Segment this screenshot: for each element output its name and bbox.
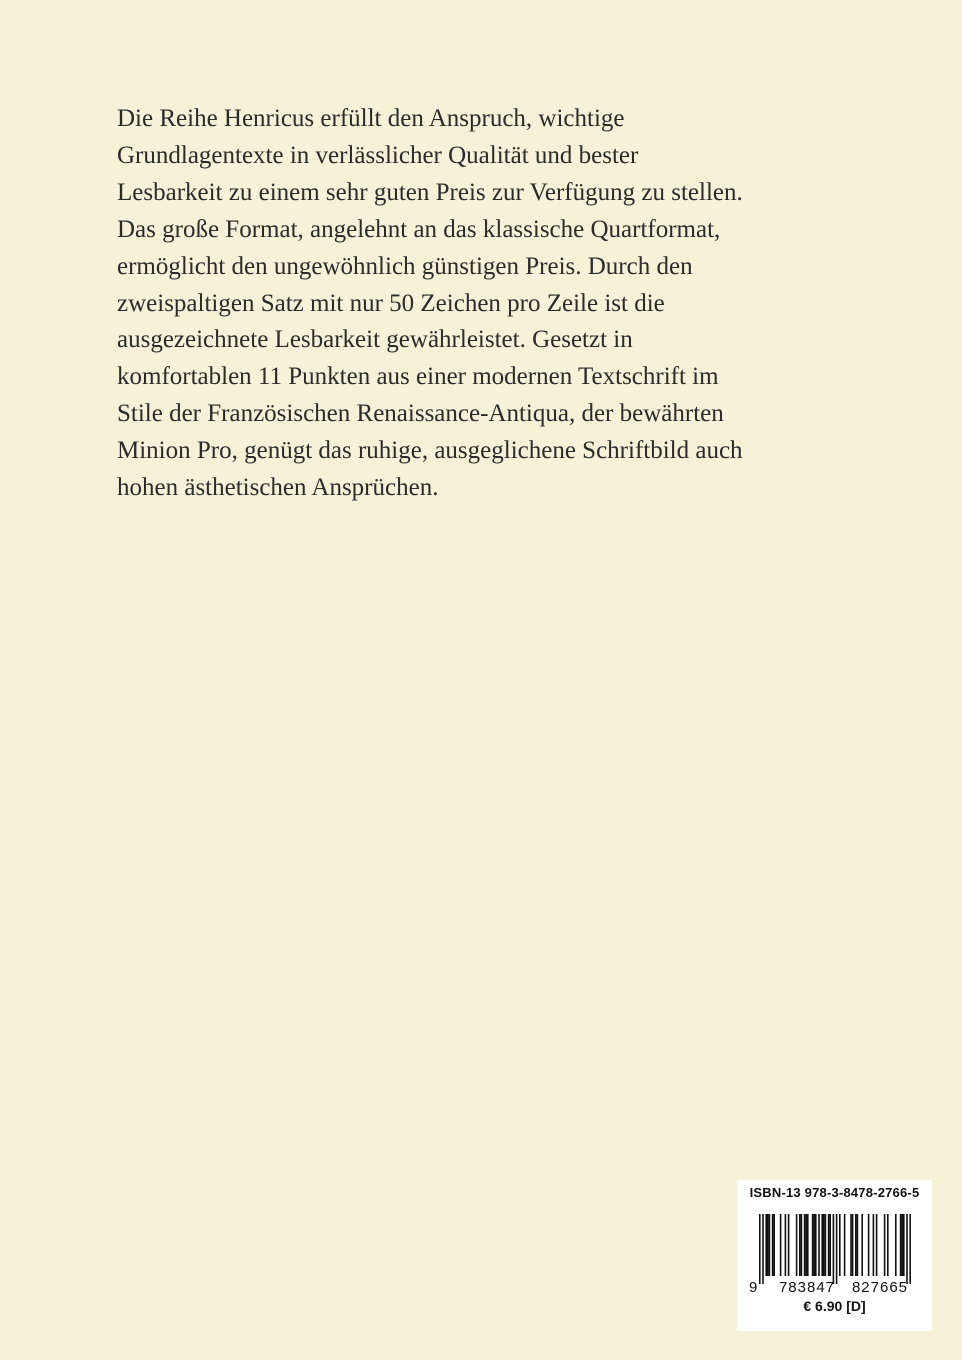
barcode-digits-right: 827665 bbox=[851, 1279, 909, 1296]
barcode-bar bbox=[759, 1214, 761, 1284]
barcode-bar bbox=[833, 1214, 835, 1284]
barcode-bar bbox=[772, 1214, 774, 1276]
barcode-bar bbox=[785, 1214, 787, 1276]
barcode-bar bbox=[884, 1214, 886, 1276]
barcode-bar bbox=[844, 1214, 846, 1276]
blurb-line: Stile der Französischen Renaissance-Antiqua, der bewährten bbox=[117, 400, 724, 428]
blurb-line: ermöglicht den ungewöhnlich günstigen Preis. Durch den bbox=[117, 252, 693, 280]
barcode-bar bbox=[821, 1214, 823, 1276]
barcode-bar bbox=[836, 1214, 838, 1284]
barcode-bar bbox=[901, 1214, 903, 1276]
barcode-bar bbox=[765, 1214, 767, 1276]
blurb-line: Die Reihe Henricus erfüllt den Anspruch, wichtige bbox=[117, 105, 625, 132]
barcode-bar bbox=[903, 1214, 905, 1276]
barcode-digits-left: 783847 bbox=[778, 1279, 836, 1296]
blurb-line: ausgezeichnete Lesbarkeit gewährleistet. Gesetzt in bbox=[117, 326, 633, 354]
barcode-bar bbox=[823, 1214, 825, 1276]
blurb-line: Das große Format, angelehnt an das klassische Quartformat, bbox=[117, 215, 721, 243]
barcode-bar bbox=[828, 1214, 830, 1276]
barcode-bar bbox=[780, 1214, 782, 1276]
blurb-line: Lesbarkeit zu einem sehr guten Preis zur Verfügung zu stellen. bbox=[117, 178, 743, 206]
blurb-line: hohen ästhetischen Ansprüchen. bbox=[117, 474, 439, 502]
barcode-bar bbox=[850, 1214, 852, 1276]
barcode-bar bbox=[799, 1214, 801, 1276]
barcode-bar bbox=[876, 1214, 878, 1276]
barcode-bar bbox=[813, 1214, 815, 1276]
barcode-bar bbox=[796, 1214, 798, 1276]
barcode-icon bbox=[745, 1214, 924, 1296]
barcode-bar bbox=[909, 1214, 911, 1284]
barcode-bar bbox=[852, 1214, 854, 1276]
blurb-line: Minion Pro, genügt das ruhige, ausgeglichene Schriftbild auch bbox=[117, 437, 743, 465]
barcode-bar bbox=[762, 1214, 764, 1284]
barcode-bar bbox=[857, 1214, 859, 1276]
barcode-digit-lead: 9 bbox=[749, 1279, 758, 1296]
barcode-bar bbox=[788, 1214, 790, 1276]
barcode-bar bbox=[855, 1214, 857, 1276]
blurb-line: komfortablen 11 Punkten aus einer modernen Textschrift im bbox=[117, 363, 719, 391]
barcode-bar bbox=[801, 1214, 803, 1276]
blurb-line: Grundlagentexte in verlässlicher Qualität und bester bbox=[117, 141, 639, 169]
barcode-bar bbox=[804, 1214, 806, 1276]
barcode-bar bbox=[815, 1214, 817, 1276]
blurb-line: zweispaltigen Satz mit nur 50 Zeichen pro Zeile ist die bbox=[117, 289, 665, 317]
isbn-barcode-box bbox=[737, 1180, 932, 1331]
barcode-bar bbox=[769, 1214, 771, 1276]
barcode-bar bbox=[906, 1214, 908, 1284]
barcode-bar bbox=[829, 1214, 831, 1276]
barcode-bar bbox=[887, 1214, 889, 1276]
barcode-bar bbox=[825, 1214, 827, 1276]
barcode-bar bbox=[818, 1214, 820, 1276]
blurb-text bbox=[117, 101, 817, 507]
price-label: € 6.90 [D] bbox=[803, 1298, 866, 1314]
barcode-bar bbox=[773, 1214, 775, 1276]
barcode-bar bbox=[805, 1214, 807, 1276]
barcode-bar bbox=[868, 1214, 870, 1276]
barcode-bar bbox=[861, 1214, 863, 1276]
barcode-bar bbox=[839, 1214, 841, 1276]
isbn-label: ISBN-13 978-3-8478-2766-5 bbox=[749, 1185, 920, 1200]
barcode-bar bbox=[767, 1214, 769, 1276]
barcode-bar bbox=[807, 1214, 809, 1276]
barcode-bar bbox=[812, 1214, 814, 1276]
barcode-bar bbox=[873, 1214, 875, 1276]
barcode-bar bbox=[900, 1214, 902, 1276]
barcode-bar bbox=[895, 1214, 897, 1276]
